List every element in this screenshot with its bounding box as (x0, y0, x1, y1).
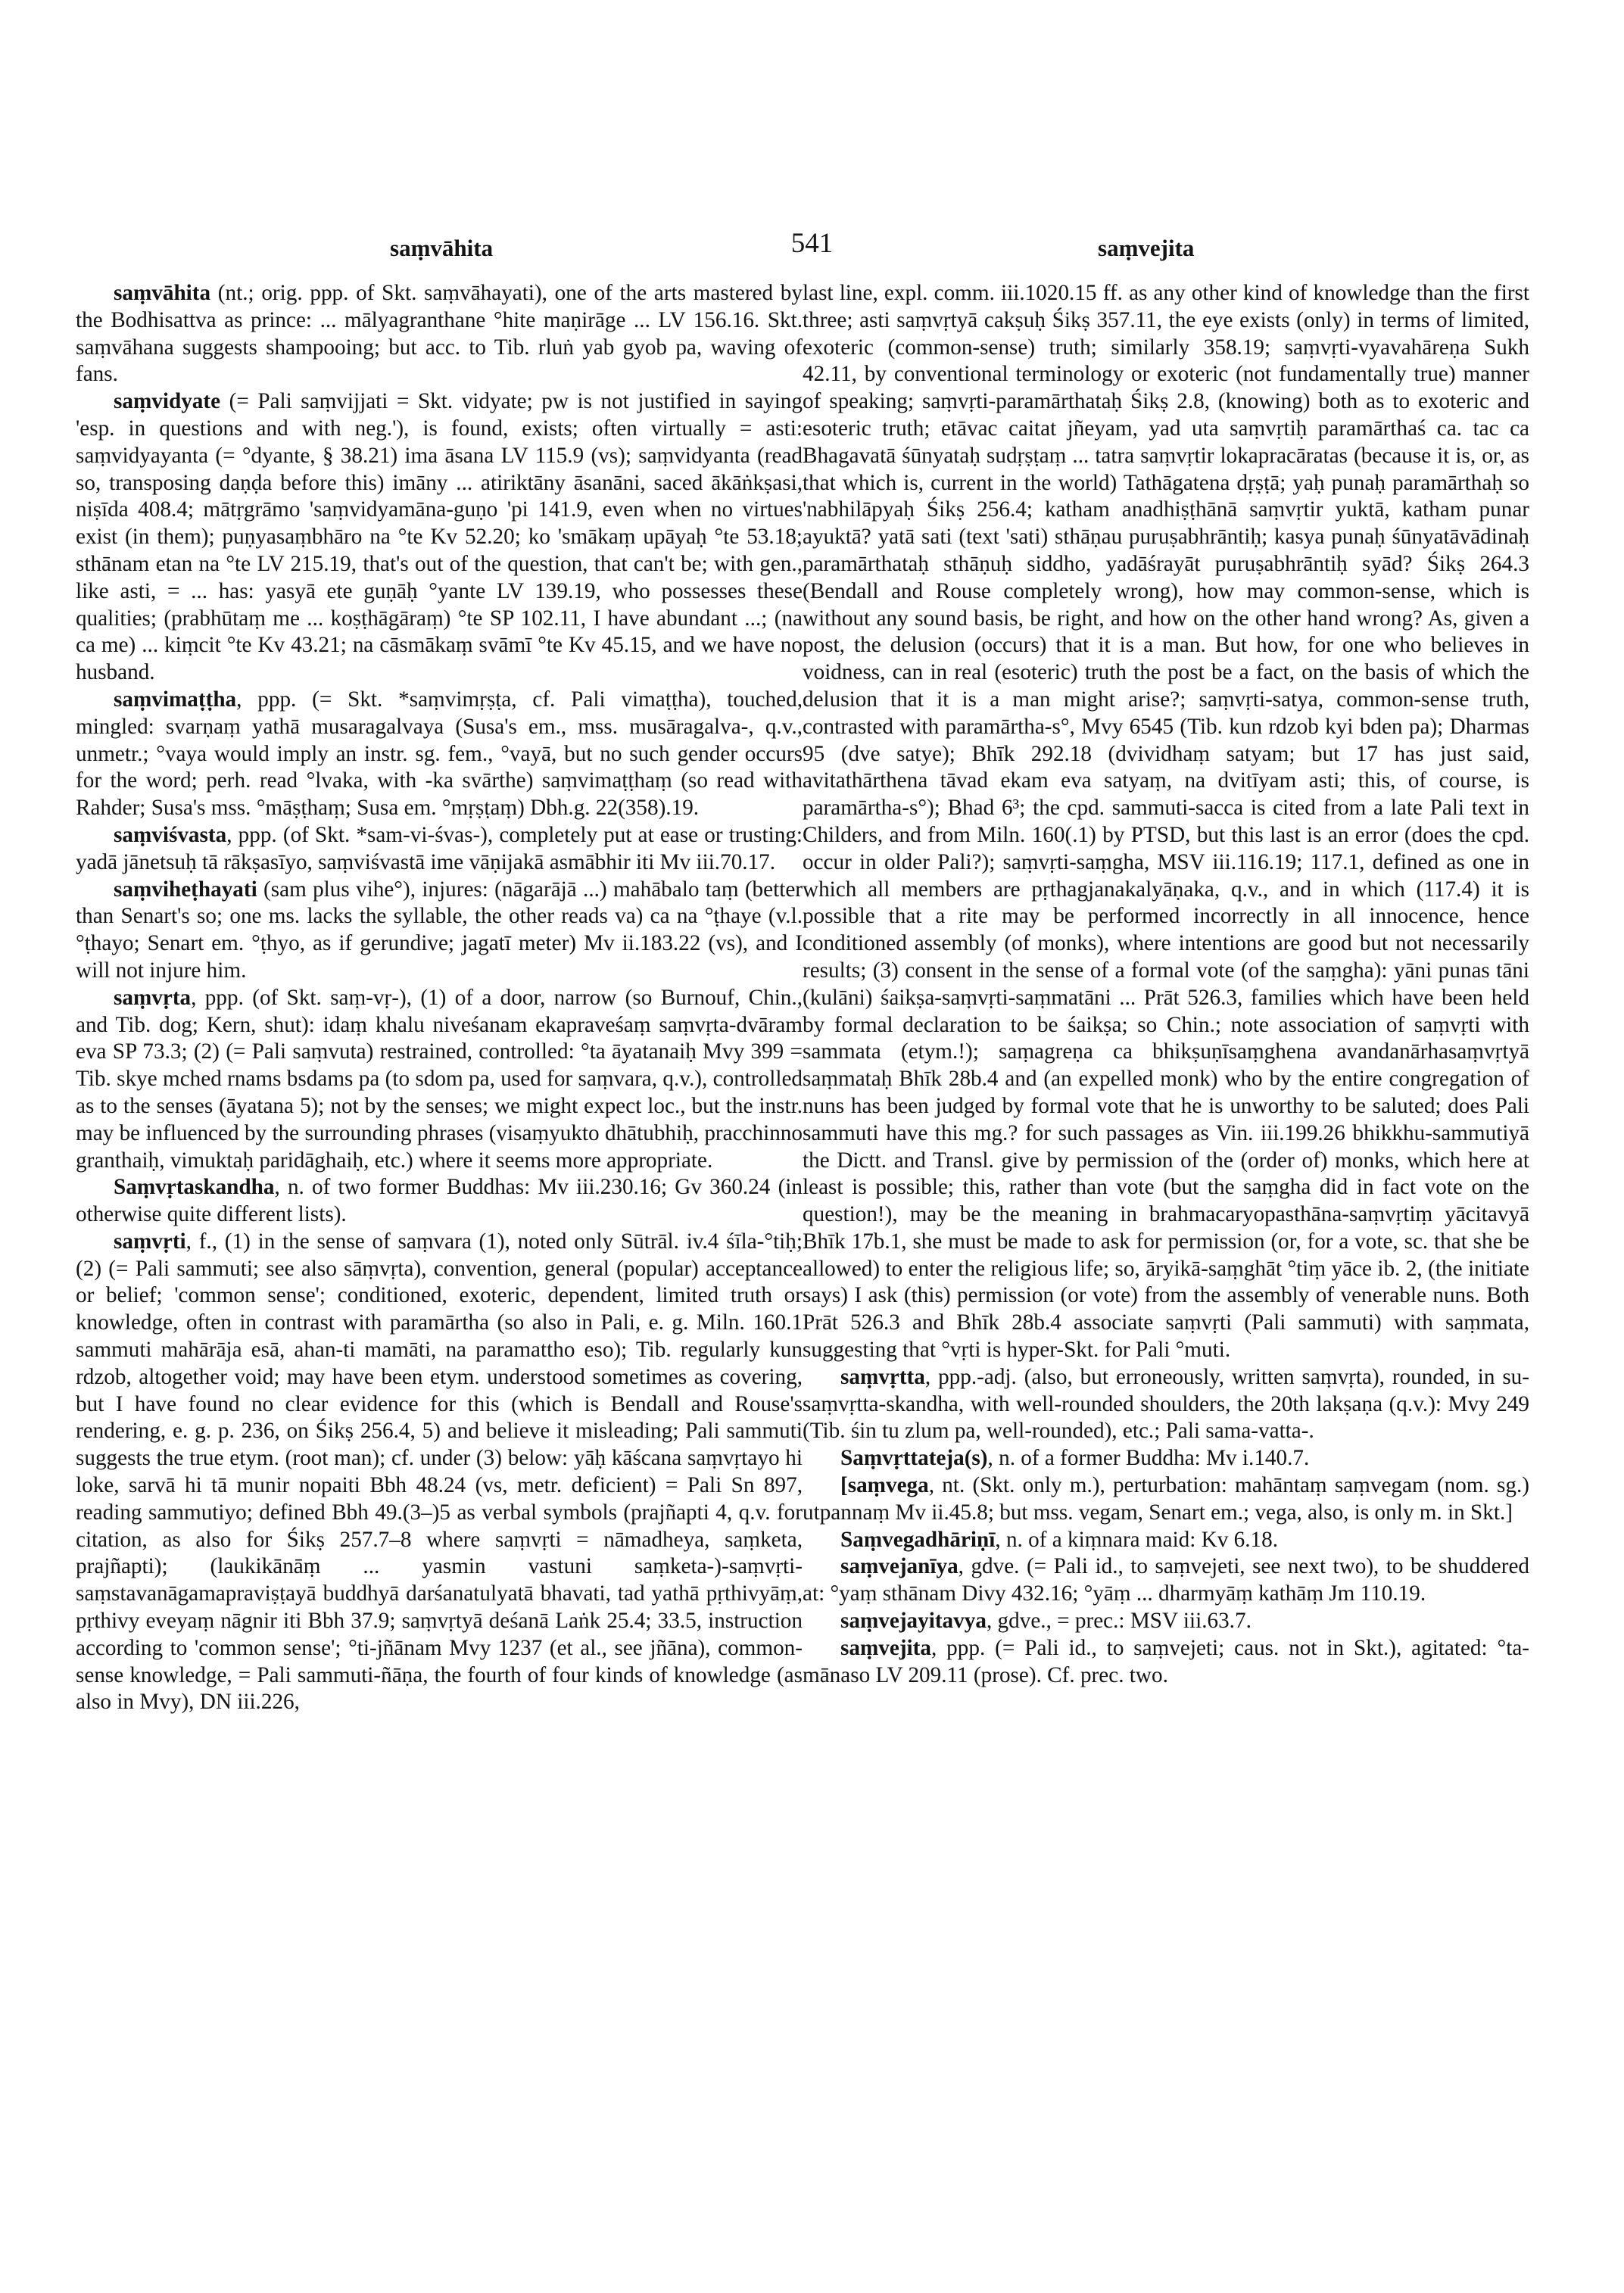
entry-text: , n. of a former Buddha: Mv i.140.7. (987, 1446, 1310, 1471)
dictionary-entry (803, 1635, 1529, 1690)
entry-text: , ppp. (of Skt. *sam-vi-śvas-), completely put at ease or trusting: yadā jānetsuḥ tā rākṣasīyo, saṃviśvastā ime vāṇijakā asmābhir iti Mv iii.70.17. (76, 822, 803, 874)
headword: Saṃvegadhāriṇī (840, 1527, 996, 1552)
headword: saṃvāhita (114, 281, 211, 305)
entry-text: last line, expl. comm. iii.1020.15 ff. as any other kind of knowledge than the first three; asti saṃvṛtyā cakṣuḥ Śikṣ 357.11, the eye exists (only) in terms of limited, exoteric (common-sense) truth; similarly 358.19; saṃvṛti-vyavahāreṇa Sukh 42.11, by conventional terminology or exoteric (not fundamentally true) manner of speaking; saṃvṛti-paramārthataḥ Śikṣ 2.8, (knowing) both as to exoteric and esoteric truth; etāvac caitat jñeyam, yad uta saṃvṛtiḥ paramārthaś ca. tac ca Bhagavatā śūnyataḥ sudṛṣṭaṃ ... tatra saṃvṛtir lokapracāratas (because it is, or, as that which is, current in the world) Tathāgatena dṛṣṭā; yaḥ punaḥ paramārthaḥ so 'nabhilāpyaḥ Śikṣ 256.4; katham anadhiṣṭhānā saṃvṛtir yuktā, katham punar ayuktā? yatā sati (text 'sati) sthāṇau puruṣabhrāntiḥ; kasya punaḥ śūnyatāvādinaḥ paramārthataḥ sthāṇuḥ siddho, yadāśrayāt puruṣabhrāntiḥ syād? Śikṣ 264.3 (Bendall and Rouse completely wrong), how may common-sense, which is without any sound basis, be right, and how on the other hand wrong? As, given a post, the delusion (occurs) that it is a man. But how, for one who believes in voidness, can in real (esoteric) truth the post be a fact, on the basis of which the delusion that it is a man might arise?; saṃvṛti-satya, common-sense truth, contrasted with paramārtha-s°, Mvy 6545 (Tib. kun rdzob kyi bden pa); Dharmas 95 (dve satye); Bhīk 292.18 (dvividhaṃ satyam; but 17 has just said, avitathārthena tāvad ekam eva satyaṃ, na dvitīyam asti; this, of course, is paramārtha-s°); Bhad 6³; the cpd. sammuti-sacca is cited from a late Pali text in Childers, and from Miln. 160(.1) by PTSD, but this last is an error (does the cpd. occur in older Pali?); saṃvṛti-saṃgha, MSV iii.116.19; 117.1, defined as one in which all members are pṛthagjanakalyāṇaka, q.v., and in which (117.4) it is possible that a rite may be performed incorrectly in all innocence, hence conditioned assembly (of monks), where intentions are good but not necessarily results; (3) consent in the sense of a formal vote (of the saṃgha): yāni punas tāni (kulāni) śaikṣa-saṃvṛti-saṃmatāni ... Prāt 526.3, families which have been held by formal declaration to be śaikṣa; so Chin.; note association of saṃvṛti with sammata (etym.!); saṃagreṇa ca bhikṣuṇīsaṃghena avandanārhasaṃvṛtyā saṃmataḥ Bhīk 28b.4 and (an expelled monk) who by the entire congregation of nuns has been judged by formal vote that he is unworthy to be saluted; does Pali sammuti have this mg.? for such passages as Vin. iii.199.26 bhikkhu-sammutiyā the Dictt. and Transl. give by permission of the (order of) monks, which here at least is possible; this, rather than vote (but the saṃgha did in fact vote on the question!), may be the meaning in brahmacaryopasthāna-saṃvṛtiṃ yācitavyā Bhīk 17b.1, she must be made to ask for permission (or, for a vote, sc. that she be allowed) to enter the religious life; so, āryikā-saṃghāt °tiṃ yāce ib. 2, (the initiate says) I ask (this) permission (or vote) from the assembly of venerable nuns. Both Prāt 526.3 and Bhīk 28b.4 associate saṃvṛti (Pali sammuti) with saṃmata, suggesting that °vṛti is hyper-Skt. for Pali °muti. (803, 281, 1529, 1363)
dictionary-entry (803, 1445, 1529, 1472)
dictionary-entry (76, 388, 803, 687)
headword: saṃvidyate (114, 389, 221, 414)
headword: saṃvejanīya (840, 1554, 959, 1579)
entry-text: , f., (1) in the sense of saṃvara (1), noted only Sūtrāl. iv.4 śīla-°tiḥ; (2) (= Pali sammuti; see also sāṃvṛta), convention, general (popular) acceptance or belief; 'common sense'; conditioned, exoteric, dependent, limited truth or knowledge, often in contrast with paramārtha (so also in Pali, e. g. Miln. 160.1 sammuti mahārāja esā, ahan-ti mamāti, na paramattho eso); Tib. regularly kun rdzob, altogether void; may have been etym. understood sometimes as covering, but I have found no clear evidence for this (which is Bendall and Rouse's rendering, e. g. p. 236, on Śikṣ 256.4, 5) and believe it misleading; Pali sammuti suggests the true etym. (root man); cf. under (3) below: yāḥ kāścana saṃvṛtayo hi loke, sarvā hi tā munir nopaiti Bbh 48.24 (vs, metr. deficient) = Pali Sn 897, reading sammutiyo; defined Bbh 49.(3–)5 as verbal symbols (prajñapti 4, q.v. for citation, as also for Śikṣ 257.7–8 where saṃvṛti = nāmadheya, saṃketa, prajñapti); (laukikānāṃ ... yasmin vastuni saṃketa-)-saṃvṛti-saṃstavanāgamapraviṣṭayā buddhyā darśanatulyatā bhavati, tad yathā pṛthivyāṃ, pṛthivy eveyaṃ nāgnir iti Bbh 37.9; saṃvṛtyā deśanā Laṅk 25.4; 33.5, instruction according to 'common sense'; °ti-jñānam Mvy 1237 (et al., see jñāna), common-sense knowledge, = Pali sammuti-ñāṇa, the fourth of four kinds of knowledge (as also in Mvy), DN iii.226, (76, 1229, 803, 1715)
dictionary-entry (76, 1174, 803, 1229)
entry-text: , ppp. (of Skt. saṃ-vṛ-), (1) of a door, narrow (so Burnouf, Chin., and Tib. dog; Kern, shut): idaṃ khalu niveśanam ekapraveśaṃ saṃvṛta-dvāram eva SP 73.3; (2) (= Pali saṃvuta) restrained, controlled: °ta āyatanaiḥ Mvy 399 = Tib. skye mched rnams bsdams pa (to sdom pa, used for saṃvara, q.v.), controlled as to the senses (āyatana 5); not by the senses; we might expect loc., but the instr. may be influenced by the surrounding phrases (visaṃyukto dhātubhiḥ, pracchinno granthaiḥ, vimuktaḥ paridāghaiḥ, etc.) where it seems more appropriate. (76, 985, 803, 1173)
headword: saṃvṛti (114, 1229, 186, 1254)
right-guideword: saṃvejita (1098, 235, 1195, 261)
dictionary-entry (803, 1553, 1529, 1608)
page-header (0, 227, 1624, 273)
dictionary-entry (76, 985, 803, 1175)
dictionary-entry (76, 822, 803, 877)
headword: Saṃvṛttateja(s) (840, 1446, 988, 1471)
entry-text: , gdve., = prec.: MSV iii.63.7. (986, 1609, 1252, 1634)
entry-text: (= Pali saṃvijjati = Skt. vidyate; pw is not justified in saying 'esp. in questions and with neg.'), is found, exists; often virtually = asti: saṃvidyayanta (= °dyante, § 38.21) ima āsana LV 115.9 (vs); saṃvidyanta (read so, transposing daṇḍa before this) imāny ... atiriktāny āsanāni, saced ākāṅkṣasi, niṣīda 408.4; mātṛgrāmo 'saṃvidyamāna-guṇo 'pi 141.9, even when no virtues exist (in them); puṇyasaṃbhāro na °te Kv 52.20; ko 'smākaṃ upāyaḥ °te 53.18; sthānam etan na °te LV 215.19, that's out of the question, that can't be; with gen., like asti, = ... has: yasyā ete guṇāḥ °yante LV 139.19, who possesses these qualities; (prabhūtaṃ me ... koṣṭhāgāraṃ) °te SP 102.11, I have abundant ...; (na ca me) ... kiṃcit °te Kv 43.21; na cāsmākaṃ svāmī °te Kv 45.15, and we have no husband. (76, 389, 803, 685)
entry-text: , ppp. (= Pali id., to saṃvejeti; caus. not in Skt.), agitated: °ta-mānaso LV 209.11 (prose). Cf. prec. two. (803, 1635, 1529, 1687)
entry-text: , ppp. (= Skt. *saṃvimṛṣṭa, cf. Pali vimaṭṭha), touched, mingled: svarṇaṃ yathā musaragalvaya (Susa's em., mss. musāragalva-, q.v., unmetr.; °vaya would imply an instr. sg. fem., °vayā, but no such gender occurs for the word; perh. read °lvaka, with -ka svārthe) saṃvimaṭṭhaṃ (so read with Rahder; Susa's mss. °māṣṭhaṃ; Susa em. °mṛṣṭaṃ) Dbh.g. 22(358).19. (76, 687, 803, 821)
headword: Saṃvṛtaskandha (114, 1175, 275, 1200)
entry-text: , n. of a kiṃnara maid: Kv 6.18. (995, 1527, 1279, 1552)
headword: saṃvṛta (114, 985, 192, 1010)
entry-text: , n. of two former Buddhas: Mv iii.230.16; Gv 360.24 (in otherwise quite different lists). (76, 1175, 803, 1227)
dictionary-entry (803, 1527, 1529, 1554)
headword: saṃviśvasta (114, 822, 227, 847)
headword: saṃviheṭhayati (114, 877, 257, 902)
page-number: 541 (790, 228, 834, 259)
dictionary-entry (76, 687, 803, 822)
entry-text: (nt.; orig. ppp. of Skt. saṃvāhayati), one of the arts mastered by the Bodhisattva as prince: ... mālyagranthane °hite maṇirāge ... LV 156.16. Skt. saṃvāhana suggests shampooing; but acc. to Tib. rluṅ yab gyob pa, waving of fans. (76, 281, 803, 387)
dictionary-entry (76, 280, 803, 388)
dictionary-entry-continued (803, 280, 1529, 1364)
dictionary-entry (803, 1472, 1529, 1527)
right-column (803, 280, 1529, 1689)
entry-text: (sam plus vihe°), injures: (nāgarājā ...) mahābalo taṃ (better than Senart's so; one ms. lacks the syllable, the other reads va) ca na °ṭhaye (v.l. °ṭhayo; Senart em. °ṭhyo, as if gerundive; jagatī meter) Mv ii.183.22 (vs), and I will not injure him. (76, 877, 803, 983)
headword: [saṃvega (840, 1473, 929, 1498)
left-guideword: saṃvāhita (390, 235, 494, 261)
headword: saṃvejita (840, 1635, 931, 1660)
entry-text: , nt. (Skt. only m.), perturbation: mahāntaṃ saṃvegam (nom. sg.) utpannaṃ Mv ii.45.8; but mss. vegam, Senart em.; vega, also, is only m. in Skt.] (803, 1473, 1529, 1525)
headword: saṃvṛtta (840, 1364, 925, 1389)
headword: saṃvejayitavya (840, 1609, 987, 1634)
dictionary-entry (76, 1229, 803, 1716)
dictionary-entry (803, 1608, 1529, 1635)
left-column (76, 280, 803, 1716)
dictionary-entry (803, 1364, 1529, 1445)
headword: saṃvimaṭṭha (114, 687, 237, 712)
entry-text: , ppp.-adj. (also, but erroneously, written saṃvṛta), rounded, in su-saṃvṛtta-skandha, with well-rounded shoulders, the 20th lakṣaṇa (q.v.): Mvy 249 (Tib. śin tu zlum pa, well-rounded), etc.; Pali sama-vatta-. (803, 1364, 1529, 1444)
entry-text: , gdve. (= Pali id., to saṃvejeti, see next two), to be shuddered at: °yaṃ sthānam Divy 432.16; °yāṃ ... dharmyāṃ kathāṃ Jm 110.19. (803, 1554, 1529, 1606)
dictionary-entry (76, 877, 803, 985)
